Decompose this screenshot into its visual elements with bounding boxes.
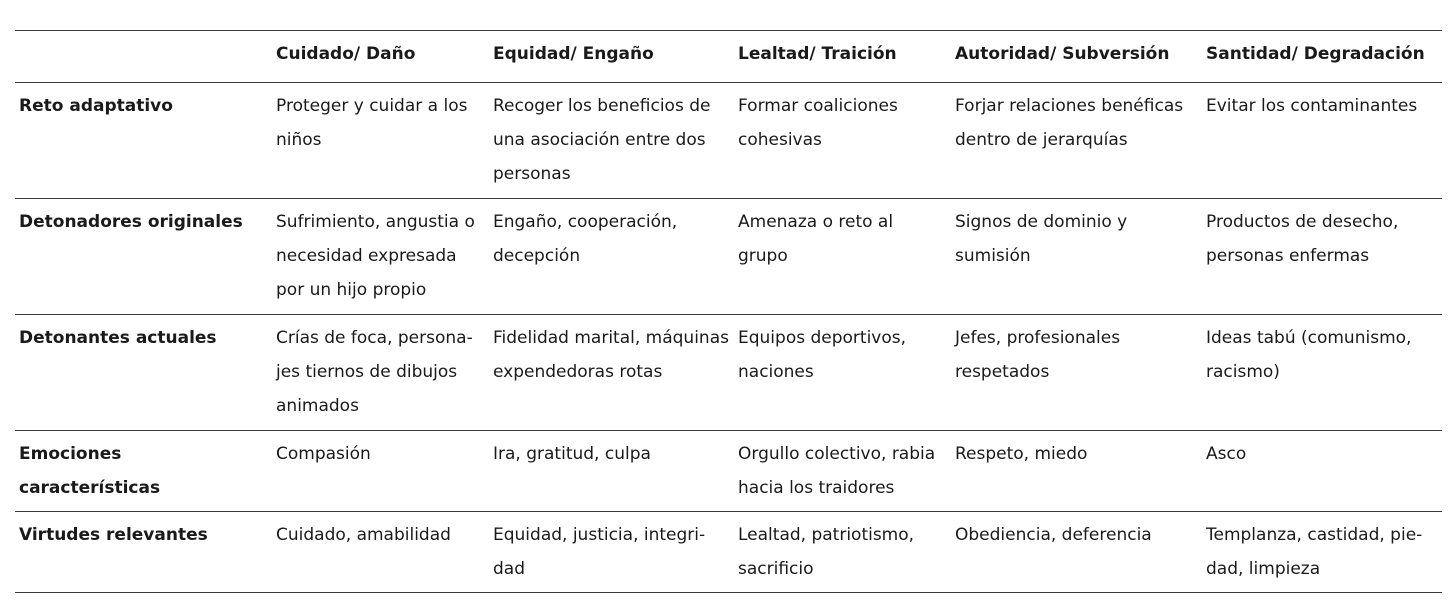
- table-cell: Crías de foca, personajes tiernos de dibujos animados: [276, 328, 473, 416]
- table-cell: Cuidado, amabilidad: [276, 525, 451, 545]
- table-cell: Recoger los beneficios de una asociación entre dos personas: [493, 96, 711, 184]
- table-cell: Signos de dominio y sumisión: [955, 212, 1128, 266]
- table-row: [15, 512, 1442, 593]
- table-cell: Fidelidad marital, máquinas expendedoras rotas: [493, 328, 729, 382]
- row-header: Detonadores originales: [19, 212, 243, 232]
- column-header-sanctity: Santidad/ Degradación: [1206, 44, 1425, 64]
- table-cell: Templanza, castidad, piedad, limpieza: [1206, 525, 1423, 579]
- table-cell: Ira, gratitud, culpa: [493, 444, 651, 464]
- header-row: [15, 31, 1442, 83]
- column-header-care: Cuidado/ Daño: [276, 44, 416, 64]
- table-cell: Productos de desecho, personas enfermas: [1206, 212, 1399, 266]
- table-cell: Compasión: [276, 444, 371, 464]
- header-corner: [15, 31, 272, 83]
- table-row: [15, 431, 1442, 512]
- table-cell: Orgullo colectivo, rabia hacia los traidores: [738, 444, 936, 498]
- moral-foundations-table-container: [15, 30, 1442, 593]
- row-header: Emociones características: [19, 444, 161, 498]
- table-cell: Jefes, profesionales respetados: [955, 328, 1121, 382]
- table-row: [15, 315, 1442, 431]
- table-cell: Respeto, miedo: [955, 444, 1088, 464]
- table-cell: Proteger y cuidar a los niños: [276, 96, 468, 150]
- table-cell: Engaño, cooperación, decepción: [493, 212, 678, 266]
- table-cell: Ideas tabú (comunismo, racismo): [1206, 328, 1412, 382]
- table-row: [15, 199, 1442, 315]
- table-cell: Evitar los contaminantes: [1206, 96, 1418, 116]
- column-header-authority: Autoridad/ Subversión: [955, 44, 1170, 64]
- table-cell: Forjar relaciones benéficas dentro de jerarquías: [955, 96, 1184, 150]
- moral-foundations-table: [15, 30, 1442, 593]
- table-cell: Lealtad, patriotismo, sacrificio: [738, 525, 915, 579]
- table-header: [15, 31, 1442, 83]
- column-header-loyalty: Lealtad/ Traición: [738, 44, 897, 64]
- column-header-fairness: Equidad/ Engaño: [493, 44, 654, 64]
- row-header: Detonantes actuales: [19, 328, 217, 348]
- row-header: Reto adaptativo: [19, 96, 173, 116]
- table-cell: Formar coaliciones cohesivas: [738, 96, 898, 150]
- table-cell: Sufrimiento, angustia o necesidad expresada por un hijo propio: [276, 212, 475, 300]
- table-cell: Obediencia, deferencia: [955, 525, 1152, 545]
- table-cell: Equipos deportivos, naciones: [738, 328, 907, 382]
- table-body: [15, 83, 1442, 593]
- table-row: [15, 83, 1442, 199]
- table-cell: Amenaza o reto al grupo: [738, 212, 894, 266]
- row-header: Virtudes relevantes: [19, 525, 208, 545]
- table-cell: Asco: [1206, 444, 1247, 464]
- table-cell: Equidad, justicia, integridad: [493, 525, 706, 579]
